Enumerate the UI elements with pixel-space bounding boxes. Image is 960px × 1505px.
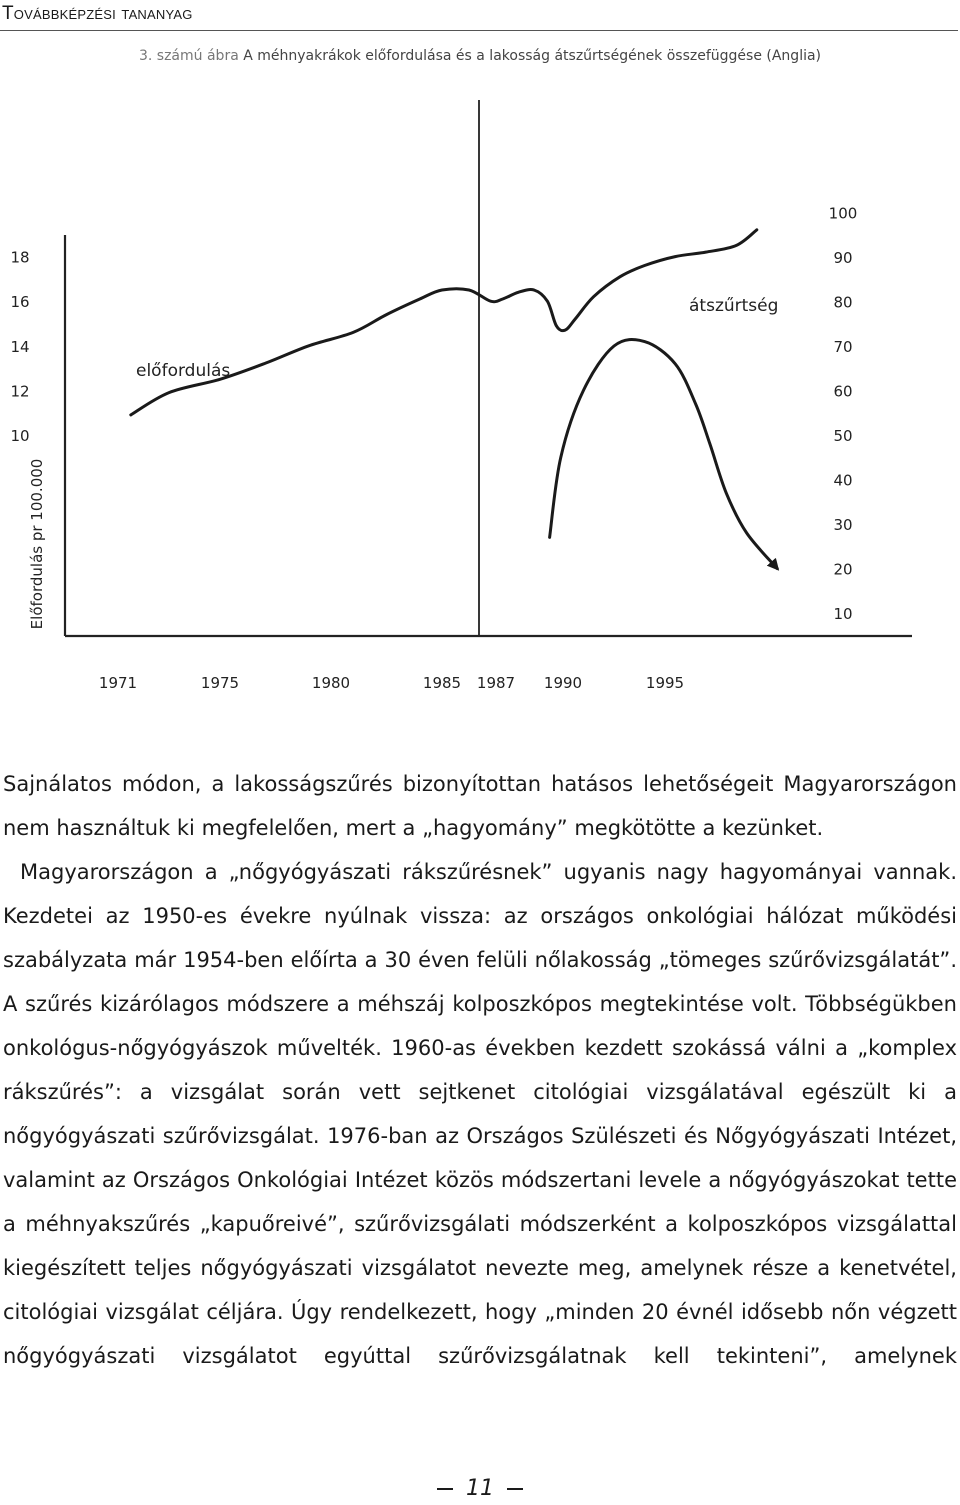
y2-tick-label: 10 bbox=[833, 605, 853, 623]
paragraph-1: Sajnálatos módon, a lakosságszűrés bizonyítottan hatásos lehetőségeit Magyarországon nem használtuk ki megfelelően, mert a „hagyomány” megkötötte a kezünket. bbox=[3, 772, 957, 840]
y-tick-label: 12 bbox=[10, 382, 30, 401]
page-header bbox=[0, 0, 960, 32]
right-axis-ticks bbox=[829, 205, 858, 624]
y2-tick-label: 70 bbox=[833, 338, 853, 356]
footer-dash-left bbox=[437, 1488, 453, 1490]
y2-tick-label: 20 bbox=[833, 560, 853, 579]
y-tick-label: 18 bbox=[10, 248, 30, 267]
y-tick-label: 14 bbox=[10, 337, 30, 356]
x-axis-ticks bbox=[99, 674, 684, 692]
page-footer bbox=[0, 1476, 960, 1501]
series-line-screening bbox=[550, 339, 778, 568]
x-tick-label: 1975 bbox=[200, 674, 240, 692]
x-tick-label: 1971 bbox=[98, 674, 138, 692]
left-axis-ticks bbox=[10, 249, 29, 445]
figure-caption bbox=[0, 48, 960, 64]
x-tick-label: 1990 bbox=[543, 674, 583, 692]
figure-caption-text: A méhnyakrákok előfordulása és a lakosság átszűrtségének összefüggése (Anglia) bbox=[243, 48, 822, 64]
body-text bbox=[3, 762, 957, 1378]
x-tick-label: 1985 bbox=[422, 674, 462, 692]
y2-tick-label: 80 bbox=[833, 293, 853, 312]
x-tick-label: 1987 bbox=[476, 674, 516, 692]
paragraph-2: Magyarországon a „nőgyógyászati rákszűrésnek” ugyanis nagy hagyományai vannak. Kezdetei az 1950-es évekre nyúlnak vissza: az országos onkológiai hálózat működési szabályzata már 1954-ben előírta a 30 éven felüli nőlakosság „tömeges szűrővizsgálatát”. A szűrés kizárólagos módszere a méhszáj kolposzkópos megtekintése volt. Többségükben onkológus-nőgyógyászok művelték. 1960-as években kezdett szokássá válni a „komplex rákszűrés”: a vizsgálat során vett sejtkenet citológiai vizsgálatával egészült ki a nőgyógyászati szűrővizsgálat. 1976-ban az Országos Szülészeti és Nőgyógyászati Intézet, valamint az Országos Onkológiai Intézet közös módszertani levele a nőgyógyászokat tette a méhnyakszűrés „kapuőreivé”, szűrővizsgálati módszerként a kolposzkópos vizsgálattal kiegészített teljes nőgyógyászati vizsgálatot nevezte meg, amelynek része a kenetvétel, citológiai vizsgálat céljára. Úgy rendelkezett, hogy „minden 20 évnél idősebb nőn végzett nőgyógyászati vizsgálatot egyúttal szűrővizsgálatnak kell tekinteni”, amelynek bbox=[3, 860, 957, 1368]
incidence-screening-chart bbox=[0, 90, 960, 705]
figure-caption-number: 3. számú ábra bbox=[138, 48, 239, 64]
series-line-incidence bbox=[131, 230, 757, 415]
header-rule bbox=[0, 30, 958, 31]
y2-tick-label: 50 bbox=[833, 427, 853, 445]
y2-tick-label: 40 bbox=[833, 471, 853, 490]
page-number: 11 bbox=[466, 1476, 494, 1501]
series-label-screening: átszűrtség bbox=[689, 296, 779, 316]
y2-tick-label: 90 bbox=[833, 249, 853, 267]
x-tick-label: 1995 bbox=[645, 674, 685, 692]
x-tick-label: 1980 bbox=[311, 674, 351, 692]
series-label-incidence: előfordulás bbox=[136, 361, 231, 381]
y-tick-label: 16 bbox=[10, 293, 30, 312]
y2-tick-label: 100 bbox=[828, 204, 858, 223]
series-layer bbox=[131, 230, 777, 569]
y2-tick-label: 30 bbox=[833, 516, 853, 534]
footer-dash-right bbox=[507, 1488, 523, 1490]
y-axis-label: Előfordulás pr 100.000 bbox=[28, 458, 46, 630]
y2-tick-label: 60 bbox=[833, 382, 853, 401]
header-title: Továbbképzési tananyag bbox=[2, 3, 193, 24]
y-tick-label: 10 bbox=[10, 427, 30, 445]
